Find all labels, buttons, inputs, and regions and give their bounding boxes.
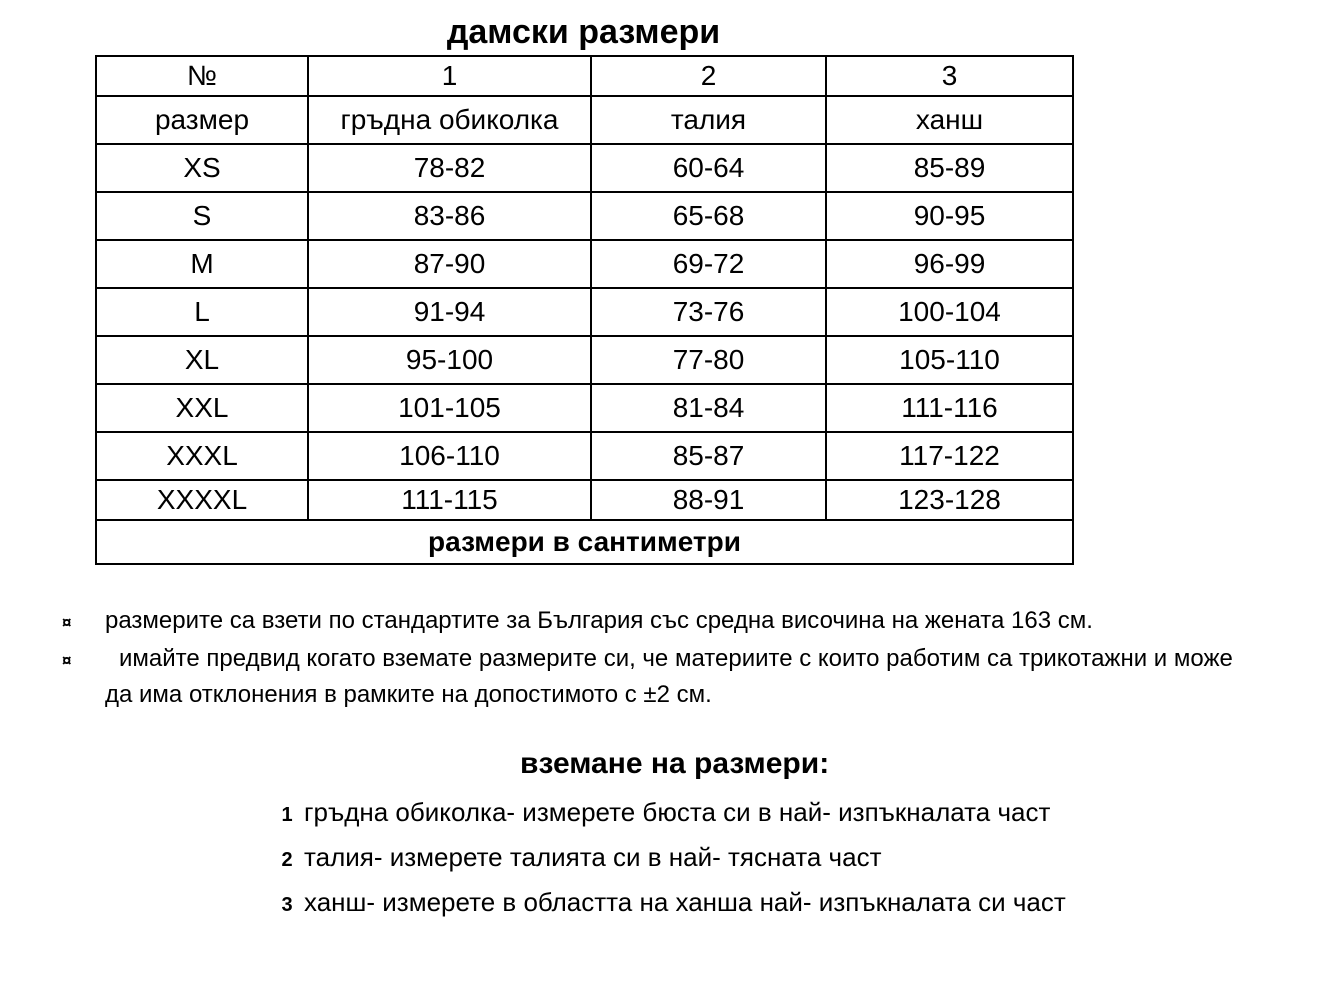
header-label-cell: талия — [591, 96, 826, 144]
item-number: 1 — [281, 804, 293, 826]
header-number-row — [96, 56, 1073, 96]
measuring-item — [280, 836, 1330, 881]
bust-cell: 106-110 — [308, 432, 591, 480]
item-number: 2 — [281, 849, 293, 871]
table-row-xs — [96, 144, 1073, 192]
measuring-list — [280, 791, 1330, 926]
note-item — [62, 603, 1330, 641]
size-table — [95, 55, 1074, 565]
header-label-cell: гръдна обиколка — [308, 96, 591, 144]
hips-cell: 123-128 — [826, 480, 1073, 520]
hips-cell: 85-89 — [826, 144, 1073, 192]
waist-cell: 88-91 — [591, 480, 826, 520]
measuring-item — [280, 881, 1330, 926]
size-cell: S — [96, 192, 308, 240]
note-text: размерите са взети по стандартите за България със средна височина на жената 163 см. — [105, 607, 1093, 634]
header-number-cell: 3 — [826, 56, 1073, 96]
item-text: ханш- измерете в областта на ханша най- изпъкналата си част — [304, 887, 1066, 917]
table-footer-cell: размери в сантиметри — [96, 520, 1073, 564]
measuring-heading: вземане на размери: — [520, 747, 830, 780]
table-row-xxl — [96, 384, 1073, 432]
waist-cell: 69-72 — [591, 240, 826, 288]
bust-cell: 83-86 — [308, 192, 591, 240]
bust-cell: 87-90 — [308, 240, 591, 288]
header-label-cell: размер — [96, 96, 308, 144]
size-cell: L — [96, 288, 308, 336]
measuring-item — [280, 791, 1330, 836]
notes-list — [62, 603, 1330, 713]
item-text: гръдна обиколка- измерете бюста си в най- изпъкналата част — [304, 797, 1051, 827]
waist-cell: 60-64 — [591, 144, 826, 192]
header-number-cell: 1 — [308, 56, 591, 96]
hips-cell: 90-95 — [826, 192, 1073, 240]
waist-cell: 73-76 — [591, 288, 826, 336]
table-row-xxxxl — [96, 480, 1073, 520]
note-text: имайте предвид когато вземате размерите си, че материите с които работим са трикотажни и може да има отклонения в рамките на допостимото с ±2 см. — [105, 645, 1233, 708]
page-title: дамски размери — [446, 13, 721, 51]
size-cell: XXXXL — [96, 480, 308, 520]
size-cell: XS — [96, 144, 308, 192]
table-row-s — [96, 192, 1073, 240]
table-row-l — [96, 288, 1073, 336]
size-cell: XXXL — [96, 432, 308, 480]
header-number-cell: № — [96, 56, 308, 96]
waist-cell: 77-80 — [591, 336, 826, 384]
item-number: 3 — [281, 894, 293, 916]
header-label-row — [96, 96, 1073, 144]
bust-cell: 111-115 — [308, 480, 591, 520]
bust-cell: 78-82 — [308, 144, 591, 192]
table-row-m — [96, 240, 1073, 288]
size-cell: M — [96, 240, 308, 288]
bullet-icon: ¤ — [62, 613, 72, 632]
bust-cell: 91-94 — [308, 288, 591, 336]
size-cell: XL — [96, 336, 308, 384]
table-row-xl — [96, 336, 1073, 384]
header-number-cell: 2 — [591, 56, 826, 96]
header-label-cell: ханш — [826, 96, 1073, 144]
size-cell: XXL — [96, 384, 308, 432]
waist-cell: 65-68 — [591, 192, 826, 240]
table-footer-row — [96, 520, 1073, 564]
hips-cell: 96-99 — [826, 240, 1073, 288]
hips-cell: 100-104 — [826, 288, 1073, 336]
hips-cell: 117-122 — [826, 432, 1073, 480]
table-row-xxxl — [96, 432, 1073, 480]
waist-cell: 85-87 — [591, 432, 826, 480]
bust-cell: 95-100 — [308, 336, 591, 384]
waist-cell: 81-84 — [591, 384, 826, 432]
bust-cell: 101-105 — [308, 384, 591, 432]
note-item — [62, 641, 1330, 713]
item-text: талия- измерете талията си в най- тясната част — [304, 842, 882, 872]
hips-cell: 105-110 — [826, 336, 1073, 384]
size-chart-section — [95, 14, 1072, 565]
bullet-icon: ¤ — [62, 651, 72, 670]
hips-cell: 111-116 — [826, 384, 1073, 432]
